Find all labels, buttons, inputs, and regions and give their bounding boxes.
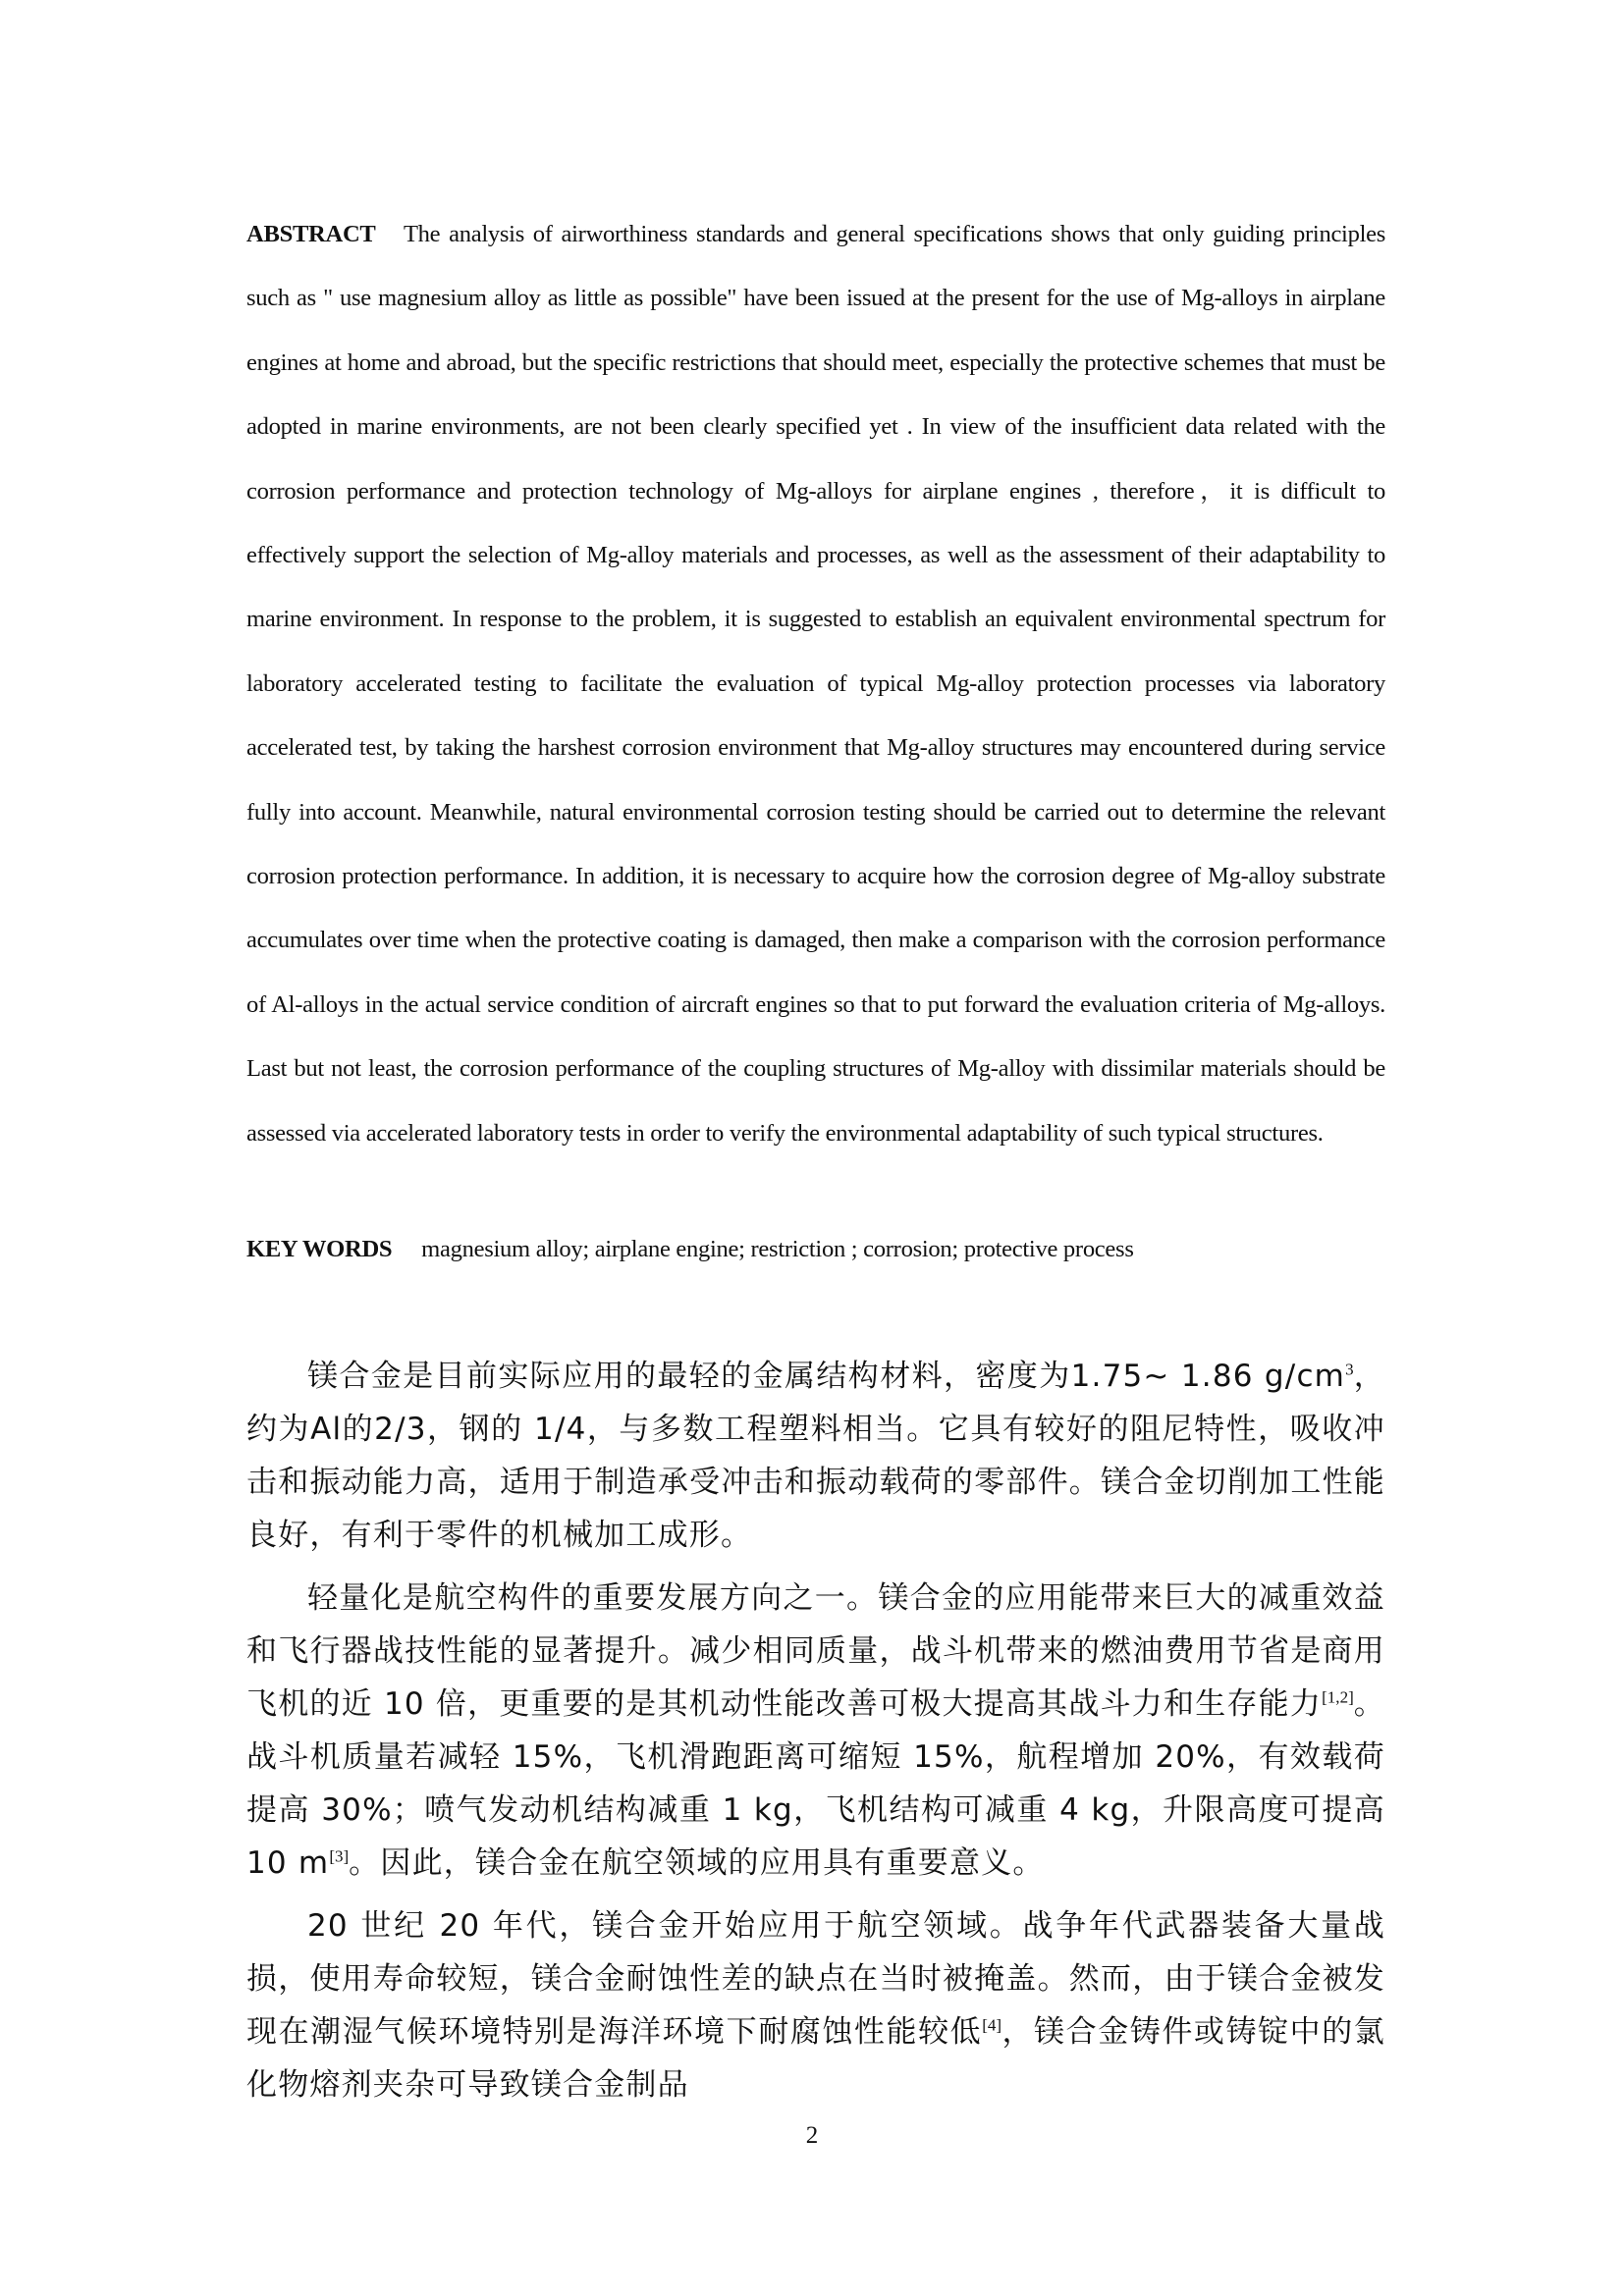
paragraph-2 [246,1572,1385,1890]
abstract-text: The analysis of airworthiness standards and general specifications shows that only guiding principles such as " use magnesium alloy as little as possible" have been issued at the present for the use of Mg-alloys in airplane engines at home and abroad, but the specific restrictions that should meet, especially the protective schemes that must be adopted in marine environments, are not been clearly specified yet . In view of the insufficient data related with the corrosion performance and protection technology of Mg-alloys for airplane engines , therefore，it is difficult to effectively support the selection of Mg-alloy materials and processes, as well as the assessment of their adaptability to marine environment. In response to the problem, it is suggested to establish an equivalent environmental spectrum for laboratory accelerated testing to facilitate the evaluation of typical Mg-alloy protection processes via laboratory accelerated test, by taking the harshest corrosion environment that Mg-alloy structures may encountered during service fully into account. Meanwhile, natural environmental corrosion testing should be carried out to determine the relevant corrosion protection performance. In addition, it is necessary to acquire how the corrosion degree of Mg-alloy substrate accumulates over time when the protective coating is damaged, then make a comparison with the corrosion performance of Al-alloys in the actual service condition of aircraft engines so that to put forward the evaluation criteria of Mg-alloys. Last but not least, the corrosion performance of the coupling structures of Mg-alloy with dissimilar materials should be assessed via accelerated laboratory tests in order to verify the environmental adaptability of such typical structures. [246,221,1386,1147]
paragraph-3 [246,1899,1385,2111]
citation-4: [4] [982,2015,1002,2035]
keywords-section [246,1230,1385,1269]
body-text [246,1350,1385,2121]
citation-3: [3] [329,1846,350,1866]
abstract-section [246,202,1385,1165]
paragraph-2-part-a: 轻量化是航空构件的重要发展方向之一。镁合金的应用能带来巨大的减重效益和飞行器战技性能的显著提升。减少相同质量，战斗机带来的燃油费用节省是商用飞机的近 10 倍，更重要的是其机动性能改善可极大提高其战斗力和生存能力 [246,1580,1385,1722]
keywords-text: magnesium alloy; airplane engine; restriction ; corrosion; protective process [421,1236,1134,1262]
paragraph-2-part-c: 。因此，镁合金在航空领域的应用具有重要意义。 [349,1845,1045,1881]
keywords-label: KEY WORDS [246,1236,393,1262]
density-unit-superscript: 3 [1345,1360,1354,1379]
paragraph-1-part-a: 镁合金是目前实际应用的最轻的金属结构材料，密度为1.75~ 1.86 g/cm [307,1359,1346,1394]
page-number: 2 [805,2122,819,2149]
citation-1-2: [1,2] [1322,1687,1354,1707]
abstract-label: ABSTRACT [246,221,376,247]
paragraph-2-part-b: 。战斗机质量若减轻 15%，飞机滑跑距离可缩短 15%，航程增加 20%，有效载荷提高 30%；喷气发动机结构减重 1 kg，飞机结构可减重 4 kg，升限高度可提高 10 m [246,1686,1385,1881]
paragraph-3-part-b: ，镁合金铸件或铸锭中的氯化物熔剂夹杂可导致镁合金制品 [246,2014,1385,2103]
paragraph-1 [246,1350,1385,1562]
paragraph-3-part-a: 20 世纪 20 年代，镁合金开始应用于航空领域。战争年代武器装备大量战损，使用寿命较短，镁合金耐蚀性差的缺点在当时被掩盖。然而，由于镁合金被发现在潮湿气候环境特别是海洋环境下耐腐蚀性能较低 [246,1908,1385,2050]
paragraph-1-part-b: ，约为Al的2/3，钢的 1/4，与多数工程塑料相当。它具有较好的阻尼特性，吸收冲击和振动能力高，适用于制造承受冲击和振动载荷的零部件。镁合金切削加工性能良好，有利于零件的机械加工成形。 [246,1359,1386,1553]
